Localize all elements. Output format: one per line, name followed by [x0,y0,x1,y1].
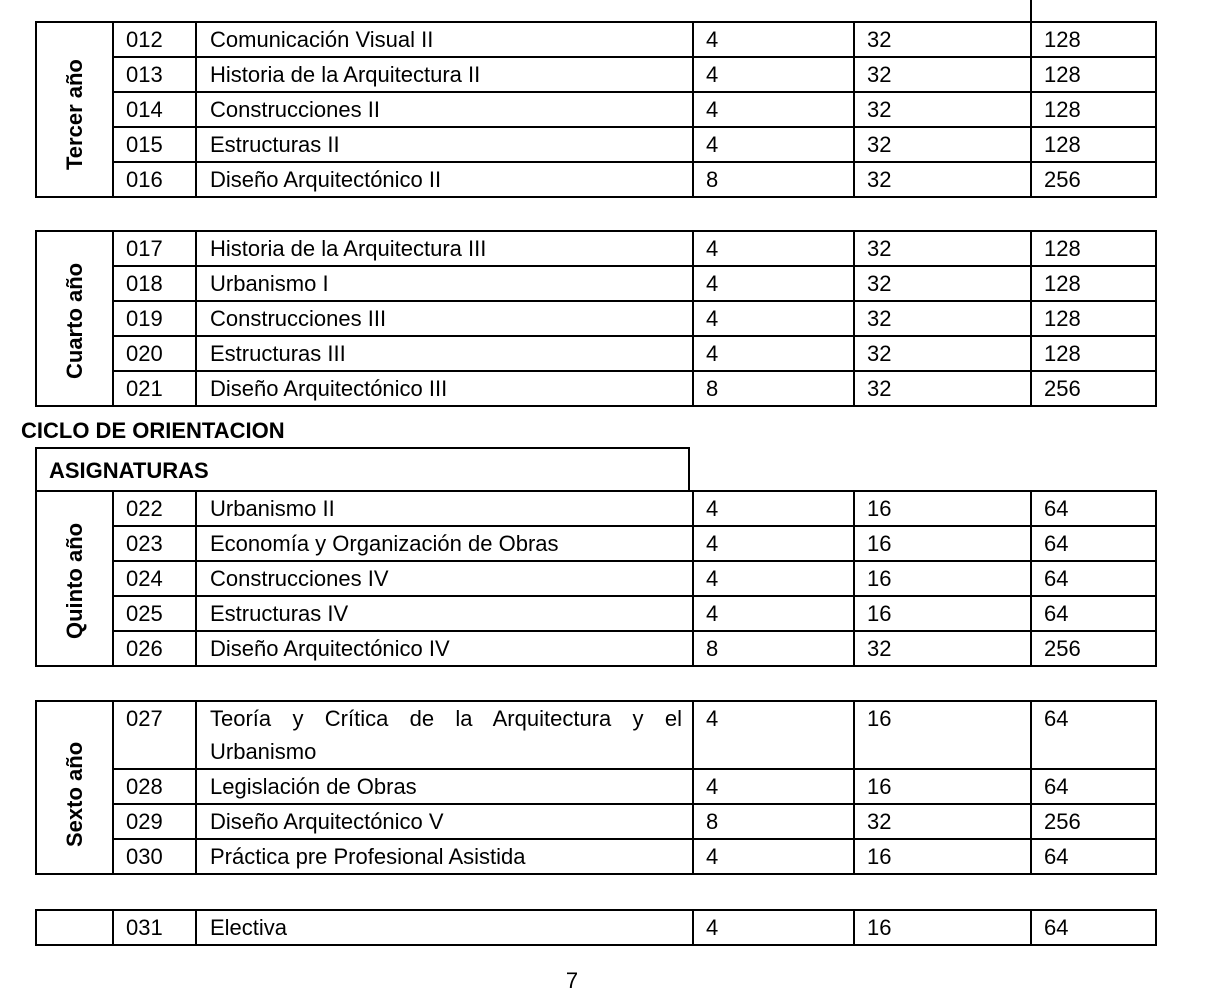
course-value-2: 16 [854,910,1031,945]
section-title: CICLO DE ORIENTACION [21,418,285,443]
course-code: 028 [113,769,196,804]
course-value-3: 64 [1031,839,1156,874]
year-label: Cuarto año [61,262,87,379]
course-value-3: 256 [1031,631,1156,666]
course-value-2: 32 [854,804,1031,839]
table-row [36,839,1156,874]
course-value-2: 16 [854,561,1031,596]
table-row [36,910,1156,945]
course-code: 015 [113,127,196,162]
table-row [36,92,1156,127]
table-row [36,596,1156,631]
course-value-1: 4 [693,561,854,596]
course-value-1: 4 [693,596,854,631]
year-label: Sexto año [61,741,87,847]
course-value-1: 4 [693,127,854,162]
course-name: Estructuras IV [196,596,693,631]
year-label-cell [36,231,113,406]
block-tercer-anio [35,21,1155,198]
course-value-2: 16 [854,526,1031,561]
table-row [36,22,1156,57]
course-name: Teoría y Crítica de la Arquitectura y el Urbanismo [196,701,693,769]
block-cuarto-anio [35,230,1155,407]
course-value-3: 128 [1031,301,1156,336]
asignaturas-header: ASIGNATURAS [35,447,690,490]
course-value-1: 4 [693,22,854,57]
course-code: 024 [113,561,196,596]
table-row [36,769,1156,804]
course-code: 017 [113,231,196,266]
table-row [36,231,1156,266]
course-value-1: 8 [693,371,854,406]
course-code: 014 [113,92,196,127]
course-code: 021 [113,371,196,406]
course-value-3: 64 [1031,491,1156,526]
course-value-3: 64 [1031,596,1156,631]
course-code: 013 [113,57,196,92]
year-label-cell [36,491,113,666]
course-code: 030 [113,839,196,874]
course-value-1: 4 [693,769,854,804]
course-name: Electiva [196,910,693,945]
course-value-1: 4 [693,336,854,371]
course-value-2: 16 [854,839,1031,874]
year-label-cell [36,910,113,945]
year-label-cell [36,701,113,874]
course-code: 031 [113,910,196,945]
course-value-2: 32 [854,127,1031,162]
course-value-3: 64 [1031,561,1156,596]
course-value-2: 32 [854,301,1031,336]
table-row [36,701,1156,769]
course-value-1: 8 [693,162,854,197]
course-value-3: 128 [1031,266,1156,301]
table-border-fragment [1030,0,1032,22]
table-row [36,127,1156,162]
course-value-3: 128 [1031,22,1156,57]
course-code: 027 [113,701,196,769]
course-value-1: 4 [693,231,854,266]
course-name: Historia de la Arquitectura III [196,231,693,266]
table-row [36,336,1156,371]
course-value-3: 128 [1031,336,1156,371]
course-value-3: 128 [1031,231,1156,266]
course-name: Urbanismo II [196,491,693,526]
block-quinto-anio [35,490,1155,667]
course-value-2: 32 [854,92,1031,127]
course-value-2: 32 [854,336,1031,371]
table-row [36,631,1156,666]
course-name: Construcciones III [196,301,693,336]
table-row [36,561,1156,596]
course-code: 029 [113,804,196,839]
course-name: Diseño Arquitectónico V [196,804,693,839]
course-code: 019 [113,301,196,336]
course-code: 022 [113,491,196,526]
table-row [36,162,1156,197]
course-value-2: 32 [854,631,1031,666]
course-value-1: 8 [693,631,854,666]
course-value-1: 4 [693,92,854,127]
course-name: Práctica pre Profesional Asistida [196,839,693,874]
course-name: Economía y Organización de Obras [196,526,693,561]
course-value-3: 128 [1031,57,1156,92]
course-value-2: 32 [854,371,1031,406]
course-value-2: 16 [854,596,1031,631]
table-row [36,526,1156,561]
course-value-1: 4 [693,910,854,945]
course-name: Comunicación Visual II [196,22,693,57]
course-code: 025 [113,596,196,631]
course-value-3: 64 [1031,769,1156,804]
table-row [36,804,1156,839]
year-label: Quinto año [61,522,87,639]
course-name: Diseño Arquitectónico II [196,162,693,197]
table-row [36,371,1156,406]
course-value-2: 32 [854,57,1031,92]
course-value-3: 64 [1031,910,1156,945]
page-number: 7 [565,968,579,993]
course-code: 012 [113,22,196,57]
course-value-1: 4 [693,301,854,336]
year-label-cell [36,22,113,197]
course-name: Estructuras II [196,127,693,162]
course-code: 023 [113,526,196,561]
course-value-1: 4 [693,839,854,874]
course-value-3: 64 [1031,701,1156,769]
course-name: Historia de la Arquitectura II [196,57,693,92]
course-value-3: 256 [1031,371,1156,406]
course-value-2: 16 [854,491,1031,526]
table-row [36,301,1156,336]
course-value-1: 4 [693,701,854,769]
block-electiva [35,909,1155,946]
course-code: 026 [113,631,196,666]
course-name: Estructuras III [196,336,693,371]
course-value-1: 4 [693,491,854,526]
course-value-2: 16 [854,769,1031,804]
course-code: 018 [113,266,196,301]
table-row [36,57,1156,92]
course-value-3: 256 [1031,162,1156,197]
course-value-2: 32 [854,231,1031,266]
course-name: Legislación de Obras [196,769,693,804]
course-name: Urbanismo I [196,266,693,301]
table-row [36,266,1156,301]
course-name: Diseño Arquitectónico IV [196,631,693,666]
course-value-2: 32 [854,22,1031,57]
course-value-2: 16 [854,701,1031,769]
course-name: Construcciones II [196,92,693,127]
block-sexto-anio [35,700,1155,875]
course-value-1: 4 [693,57,854,92]
course-value-3: 128 [1031,127,1156,162]
course-code: 016 [113,162,196,197]
course-value-2: 32 [854,162,1031,197]
course-value-1: 8 [693,804,854,839]
course-name: Construcciones IV [196,561,693,596]
year-label: Tercer año [61,59,87,170]
course-name: Diseño Arquitectónico III [196,371,693,406]
course-value-3: 128 [1031,92,1156,127]
course-value-3: 64 [1031,526,1156,561]
course-value-3: 256 [1031,804,1156,839]
table-row [36,491,1156,526]
course-value-1: 4 [693,266,854,301]
course-value-1: 4 [693,526,854,561]
course-code: 020 [113,336,196,371]
course-value-2: 32 [854,266,1031,301]
